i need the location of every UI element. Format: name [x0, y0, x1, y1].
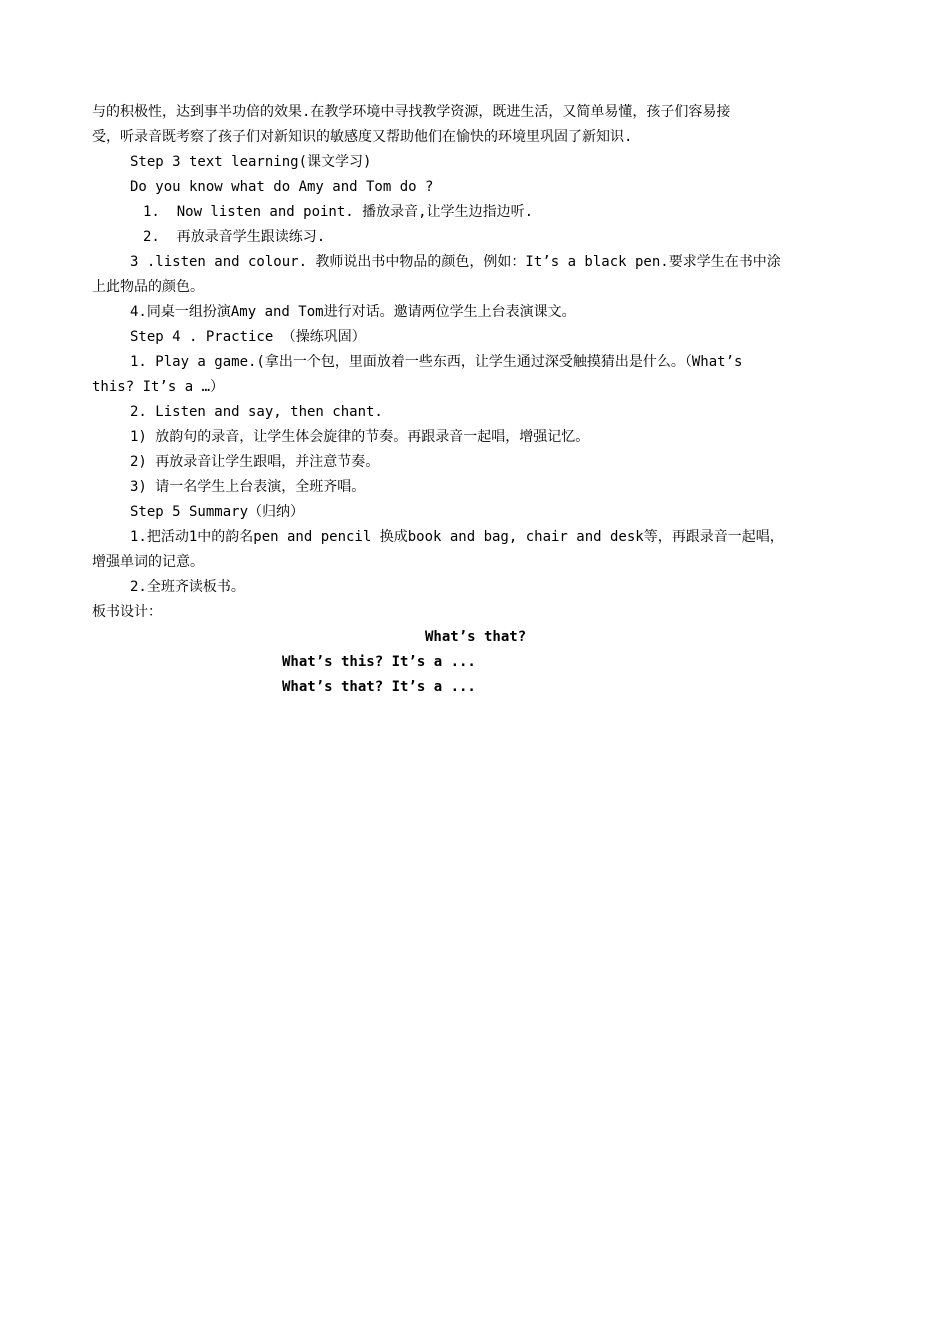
- step3-item-3-continued: 上此物品的颜色。: [92, 279, 204, 295]
- board-title: What’s that?: [425, 629, 527, 645]
- step4-heading: Step 4 . Practice （操练巩固）: [130, 329, 366, 345]
- step4-sub-2: 2) 再放录音让学生跟唱，并注意节奏。: [130, 454, 380, 470]
- step3-heading: Step 3 text learning(课文学习): [130, 154, 372, 170]
- paragraph-line: 与的积极性，达到事半功倍的效果.在教学环境中寻找教学资源，既进生活，又简单易懂，孩子们容易接: [92, 104, 731, 120]
- step5-item-1: 1.把活动1中的韵名pen and pencil 换成book and bag, chair and desk等，再跟录音一起唱，: [130, 529, 784, 545]
- step3-item-3: 3 .listen and colour. 教师说出书中物品的颜色，例如：It’s a black pen.要求学生在书中涂: [130, 254, 781, 270]
- step5-item-1-continued: 增强单词的记意。: [92, 554, 204, 570]
- step3-item-1: 1. Now listen and point. 播放录音,让学生边指边听.: [143, 204, 534, 220]
- step4-item-1-continued: this? It’s a …）: [92, 379, 225, 395]
- step4-item-1: 1. Play a game.(拿出一个包，里面放着一些东西，让学生通过深受触摸猜出是什么。（What’s: [130, 354, 743, 370]
- step3-question: Do you know what do Amy and Tom do ?: [130, 179, 434, 195]
- step5-heading: Step 5 Summary（归纳）: [130, 504, 305, 520]
- step3-item-2: 2. 再放录音学生跟读练习.: [143, 229, 326, 245]
- board-design-label: 板书设计：: [92, 604, 162, 620]
- paragraph-line: 受，听录音既考察了孩子们对新知识的敏感度又帮助他们在愉快的环境里巩固了新知识.: [92, 129, 633, 145]
- step5-item-2: 2.全班齐读板书。: [130, 579, 245, 595]
- board-line-1: What’s this? It’s a ...: [282, 654, 476, 670]
- step3-item-4: 4.同桌一组扮演Amy and Tom进行对话。邀请两位学生上台表演课文。: [130, 304, 576, 320]
- step4-item-2: 2. Listen and say, then chant.: [130, 404, 383, 420]
- step4-sub-3: 3) 请一名学生上台表演，全班齐唱。: [130, 479, 366, 495]
- step4-sub-1: 1) 放韵句的录音，让学生体会旋律的节奏。再跟录音一起唱，增强记忆。: [130, 429, 590, 445]
- board-line-2: What’s that? It’s a ...: [282, 679, 476, 695]
